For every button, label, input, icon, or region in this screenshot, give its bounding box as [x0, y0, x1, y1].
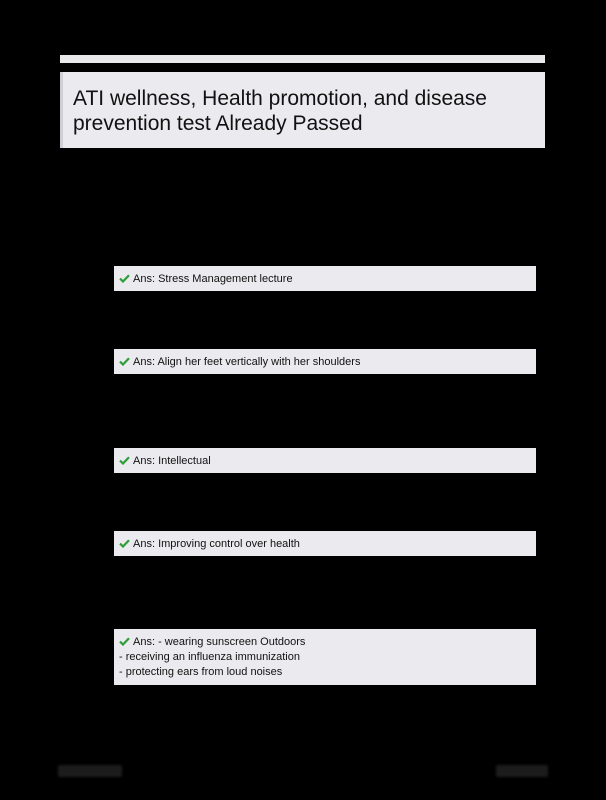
answer-line — [119, 454, 530, 469]
answer-line: - receiving an influenza immunization — [119, 651, 300, 663]
header-rule — [60, 55, 545, 63]
check-icon — [119, 274, 130, 283]
check-icon — [119, 637, 130, 646]
answer-line — [119, 635, 530, 650]
title-box — [60, 72, 545, 148]
answer-line: - protecting ears from loud noises — [119, 666, 283, 678]
check-icon — [119, 539, 130, 548]
answer-line — [119, 537, 530, 552]
footer-watermark-left — [58, 765, 122, 777]
answer-box-5 — [114, 629, 536, 685]
answer-box-4 — [114, 531, 536, 556]
check-icon — [119, 357, 130, 366]
answer-text: Ans: Improving control over health — [133, 538, 300, 550]
answer-text: Ans: - wearing sunscreen Outdoors — [133, 636, 306, 648]
footer-page-number — [496, 765, 548, 777]
answer-line — [119, 355, 530, 370]
answer-box-3 — [114, 448, 536, 473]
answer-text: Ans: Intellectual — [133, 455, 211, 467]
page-title: ATI wellness, Health promotion, and disease prevention test Already Passed — [73, 87, 487, 135]
answer-box-1 — [114, 266, 536, 291]
answer-text: Ans: Align her feet vertically with her shoulders — [133, 356, 361, 368]
answer-line — [119, 272, 530, 287]
answer-text: Ans: Stress Management lecture — [133, 273, 293, 285]
answer-box-2 — [114, 349, 536, 374]
check-icon — [119, 456, 130, 465]
